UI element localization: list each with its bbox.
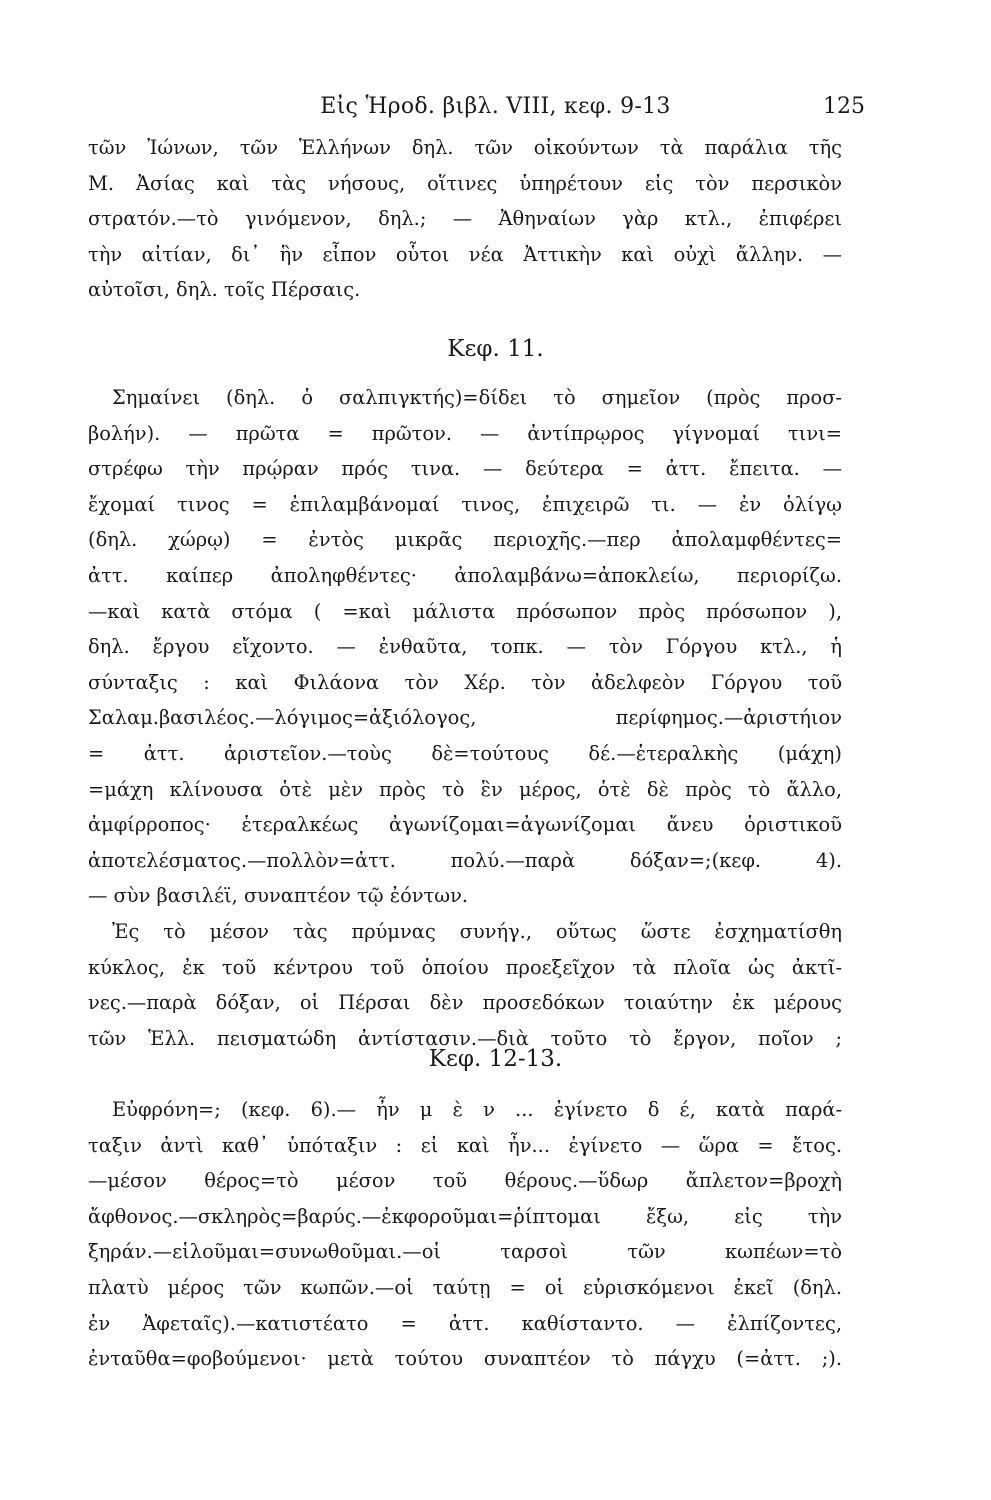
text-line: ταξιν ἀντὶ καθ᾽ ὑπόταξιν : εἰ καὶ ἦν... ἐγίνετο — ὥρα = ἔτος. <box>88 1133 842 1157</box>
text-line: —καὶ κατὰ στόμα ( =καὶ μάλιστα πρόσωπον πρὸς πρόσωπον ), <box>88 599 842 623</box>
section-12-13 <box>88 1092 842 1377</box>
text-line: τῶν Ἰώνων, τῶν Ἑλλήνων δηλ. τῶν οἰκούντων τὰ παράλια τῆς <box>88 136 842 159</box>
intro-paragraph <box>88 130 842 308</box>
text-line: =μάχη κλίνουσα ὁτὲ μὲν πρὸς τὸ ἓν μέρος, ὁτὲ δὲ πρὸς τὸ ἄλλο, <box>88 777 842 801</box>
running-head: Εἰς Ἡροδ. βιβλ. VIII, κεφ. 9-13 <box>320 94 671 119</box>
text-line: ἐν Ἀφεταῖς).—κατιστέατο = ἀττ. καθίσταντο. — ἐλπίζοντες, <box>88 1311 842 1335</box>
text-line: δηλ. ἔργου εἴχοντο. — ἐνθαῦτα, τοπκ. — τὸν Γόργου κτλ., ἡ <box>88 635 842 659</box>
text-line: — σὺν βασιλέϊ, συναπτέον τῷ ἐόντων. <box>88 884 469 908</box>
text-line: ἀποτελέσματος.—πολλὸν=ἀττ. πολύ.—παρὰ δόξαν=;(κεφ. 4). <box>88 848 842 872</box>
text-line: (δηλ. χώρῳ) = ἐντὸς μικρᾶς περιοχῆς.—περ ἀπολαμφθέντες= <box>88 528 842 552</box>
chapter-heading-11: Κεφ. 11. <box>447 336 544 362</box>
text-line: ἐνταῦθα=φοβούμενοι· μετὰ τούτου συναπτέον τὸ πάγχυ (=ἀττ. ;). <box>88 1347 842 1371</box>
text-line: τῶν Ἑλλ. πεισματώδη ἀντίστασιν.—διὰ τοῦτο τὸ ἔργον, ποῖον ; <box>88 1026 842 1050</box>
text-line: νες.—παρὰ δόξαν, οἱ Πέρσαι δὲν προσεδόκων τοιαύτην ἐκ μέρους <box>88 991 842 1015</box>
section-11 <box>88 380 842 1056</box>
text-line: κύκλος, ἐκ τοῦ κέντρου τοῦ ὁποίου προεξεῖχον τὰ πλοῖα ὡς ἀκτῖ- <box>88 955 842 979</box>
text-line: ἀττ. καίπερ ἀποληφθέντες· ἀπολαμβάνω=ἀποκλείω, περιορίζω. <box>88 563 842 587</box>
text-line: τὴν αἰτίαν, δι᾽ ἣν εἶπον οὗτοι νέα Ἀττικὴν καὶ οὐχὶ ἄλλην. — <box>88 242 842 266</box>
text-line: Ἐς τὸ μέσον τὰς πρύμνας συνήγ., οὕτως ὥστε ἐσχηματίσθη <box>112 919 842 943</box>
text-line: Εὐφρόνη=; (κεφ. 6).— ἦν μ ὲ ν ... ἐγίνετο δ έ, κατὰ παρά- <box>112 1098 842 1121</box>
text-line: πλατὺ μέρος τῶν κωπῶν.—οἱ ταύτῃ = οἱ εὑρισκόμενοι ἐκεῖ (δηλ. <box>88 1275 842 1299</box>
text-line: σύνταξις : καὶ Φιλάονα τὸν Χέρ. τὸν ἀδελφεὸν Γόργου τοῦ <box>88 670 842 694</box>
text-line: ἔχομαί τινος = ἐπιλαμβάνομαί τινος, ἐπιχειρῶ τι. — ἐν ὀλίγῳ <box>88 492 842 516</box>
text-line: = ἀττ. ἀριστεῖον.—τοὺς δὲ=τούτους δέ.—ἑτεραλκὴς (μάχη) <box>88 741 842 765</box>
chapter-heading-12-13: Κεφ. 12-13. <box>428 1046 563 1072</box>
text-line: Μ. Ἀσίας καὶ τὰς νήσους, οἵτινες ὑπηρέτουν εἰς τὸν περσικὸν <box>88 171 842 195</box>
text-line: Σαλαμ.βασιλέος.—λόγιμος=ἀξιόλογος, περίφημος.—ἀριστήιον <box>88 706 842 730</box>
text-line: Σημαίνει (δηλ. ὁ σαλπιγκτής)=δίδει τὸ σημεῖον (πρὸς προσ- <box>112 386 842 409</box>
text-line: στρέφω τὴν πρῴραν πρός τινα. — δεύτερα = ἀττ. ἔπειτα. — <box>88 457 842 481</box>
text-line: βολήν). — πρῶτα = πρῶτον. — ἀντίπρῳρος γίγνομαί τινι= <box>88 421 842 445</box>
text-line: στρατόν.—τὸ γινόμενον, δηλ.; — Ἀθηναίων γὰρ κτλ., ἐπιφέρει <box>88 207 842 231</box>
page-number: 125 <box>823 94 865 119</box>
text-line: ἄφθονος.—σκληρὸς=βαρύς.—ἐκφοροῦμαι=ῥίπτομαι ἔξω, εἰς τὴν <box>88 1204 842 1228</box>
text-line: ξηράν.—εἱλοῦμαι=συνωθοῦμαι.—οἱ ταρσοὶ τῶν κωπέων=τὸ <box>88 1240 842 1264</box>
text-line: αὐτοῖσι, δηλ. τοῖς Πέρσαις. <box>88 278 361 302</box>
text-line: ἀμφίρροπος· ἑτεραλκέως ἀγωνίζομαι=ἀγωνίζομαι ἄνευ ὁριστικοῦ <box>88 813 842 837</box>
text-line: —μέσον θέρος=τὸ μέσον τοῦ θέρους.—ὕδωρ ἄπλετον=βροχὴ <box>88 1169 842 1193</box>
